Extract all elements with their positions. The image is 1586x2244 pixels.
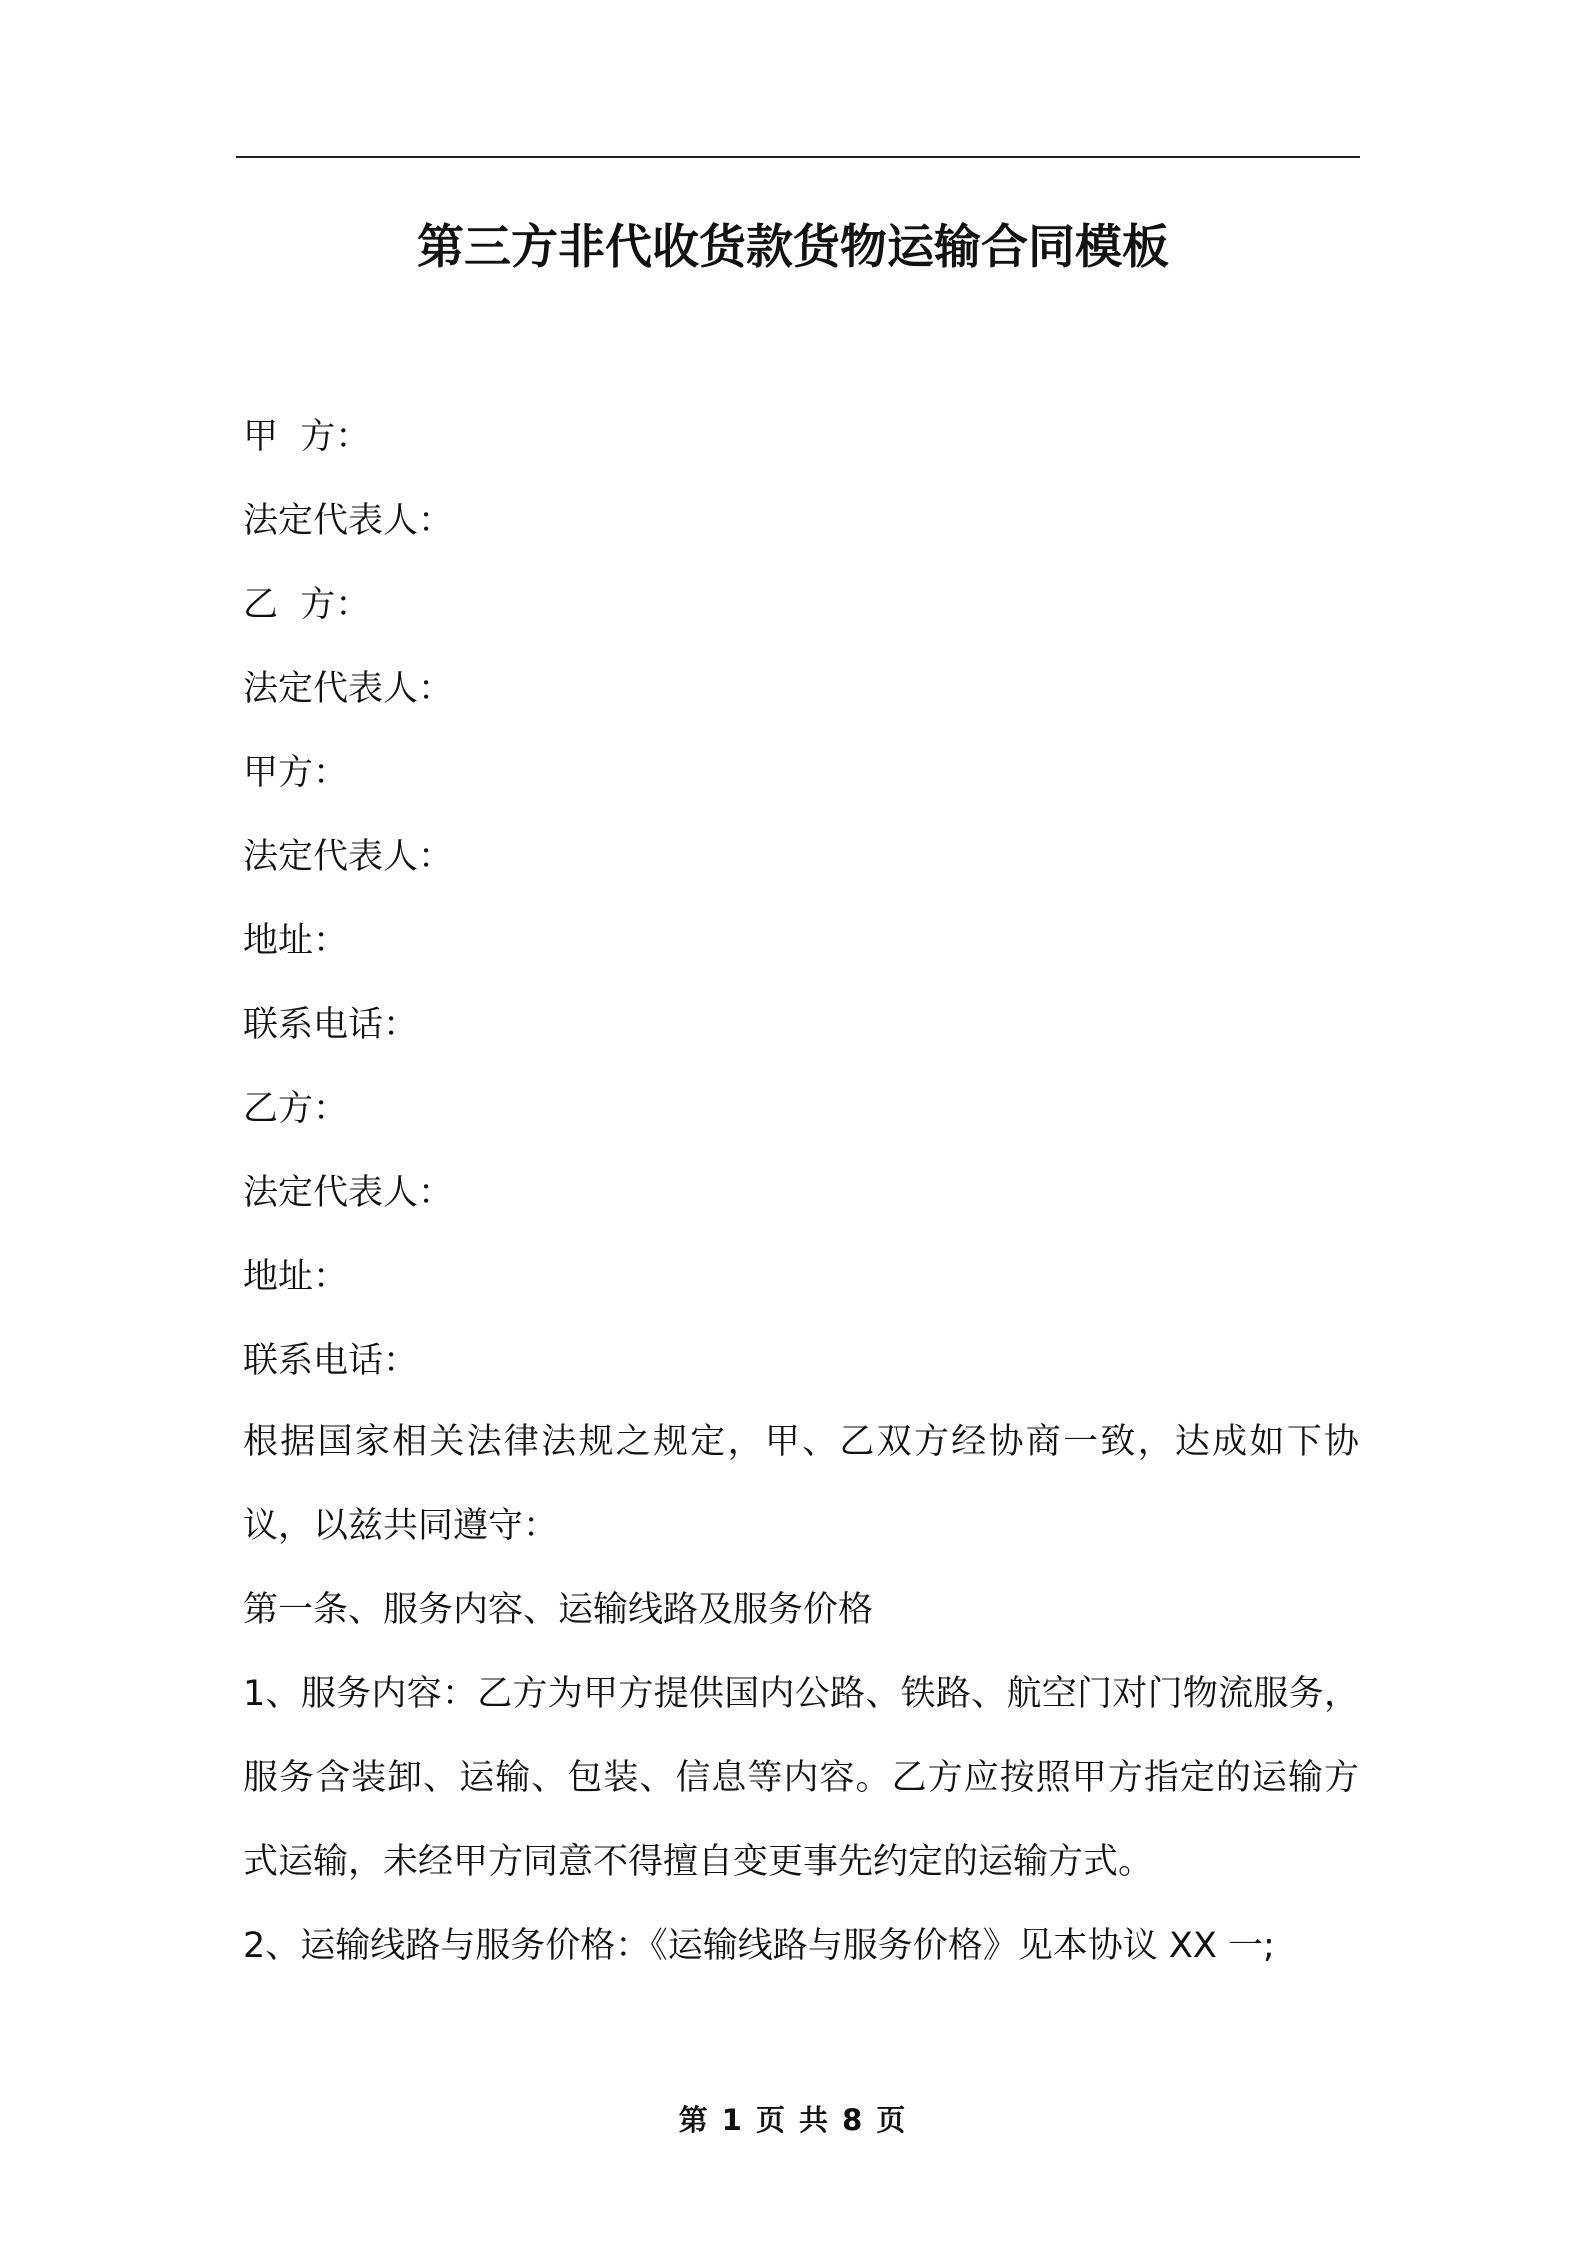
field-party-a-address: 地址：: [243, 921, 349, 961]
field-party-b-detail-representative: 法定代表人：: [243, 1173, 454, 1213]
field-party-b-phone: 联系电话：: [243, 1341, 419, 1381]
field-party-a-detail-representative: 法定代表人：: [243, 837, 454, 877]
article-1-heading: 第一条、服务内容、运输线路及服务价格: [243, 1590, 874, 1630]
header-rule: [236, 156, 1360, 158]
field-party-a-phone: 联系电话：: [243, 1005, 419, 1045]
clause-2-route-and-price: 2、运输线路与服务价格：《运输线路与服务价格》见本协议 XX 一;: [243, 1926, 1275, 1966]
field-party-b-detail: 乙方：: [243, 1089, 349, 1129]
party-fields: [243, 395, 1359, 1403]
field-party-b-address: 地址：: [243, 1257, 349, 1297]
field-party-b-representative: 法定代表人：: [243, 669, 454, 709]
field-party-b: 乙 方：: [243, 585, 371, 625]
intro-paragraph: 根据国家相关法律法规之规定，甲、乙双方经协商一致，达成如下协议，以兹共同遵守：: [243, 1422, 1359, 1546]
page-number-footer: 第 1 页 共 8 页: [678, 2103, 908, 2137]
field-party-a: 甲 方：: [243, 417, 371, 457]
clause-1-service-content: 1、服务内容：乙方为甲方提供国内公路、铁路、航空门对门物流服务，服务含装卸、运输、包装、信息等内容。乙方应按照甲方指定的运输方式运输，未经甲方同意不得擅自变更事先约定的运输方式。: [243, 1674, 1359, 1882]
field-party-a-representative: 法定代表人：: [243, 501, 454, 541]
document-title: 第三方非代收货款货物运输合同模板: [417, 220, 1169, 275]
contract-body: [243, 1400, 1359, 1988]
field-party-a-detail: 甲方：: [243, 753, 349, 793]
